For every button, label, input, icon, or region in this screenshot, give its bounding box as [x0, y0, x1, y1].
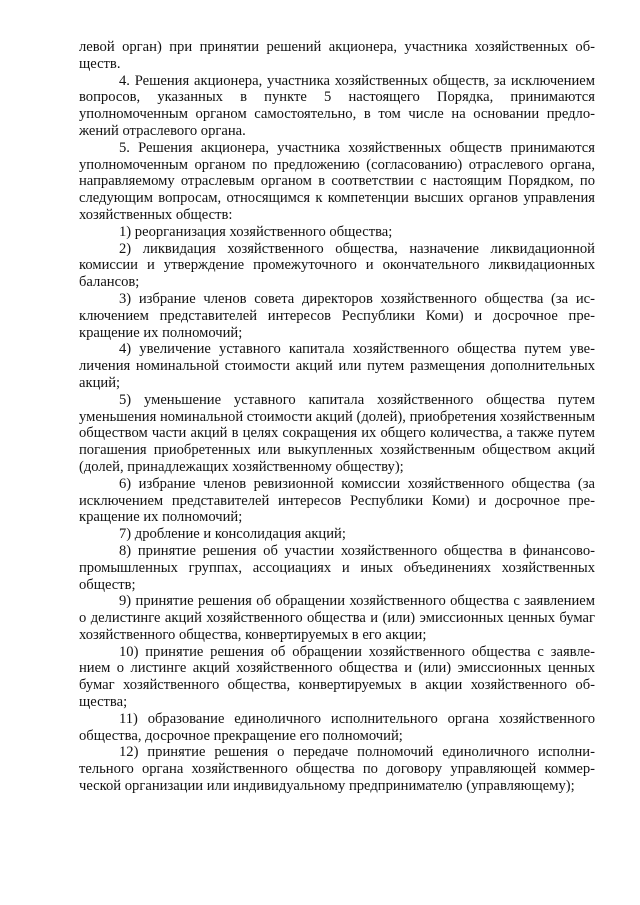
list-item-3: 3) избрание членов совета директоров хозяйственного общества (за исключением представителей интересов Республики Коми) и досрочное прекращение их полномочий; [79, 290, 595, 341]
list-item-7: 7) дробление и консолидация акций; [119, 526, 346, 543]
list-item-4: 4) увеличение уставного капитала хозяйственного общества путем увеличения номинальной стоимости акций или путем размещения дополнительных акций; [79, 341, 595, 391]
paragraph-5: 5. Решения акционера, участника хозяйственных обществ принимаются уполномоченным органом по предложению (согласованию) отраслевого органа, направляемому отраслевым органом в соответствии с настоящим Порядком, по следующим вопросам, относящимся к компетенции высших органов управления хозяйственных обществ: [79, 139, 595, 223]
list-item-2: 2) ликвидация хозяйственного общества, назначение ликвидационной комиссии и утверждение промежуточного и окончательного ликвидационных балансов; [79, 240, 595, 291]
intro-paragraph: левой орган) при принятии решений акционера, участника хозяйственных обществ. [79, 39, 595, 72]
list-item-8: 8) принятие решения об участии хозяйственного общества в финансово-промышленных группах, ассоциациях и иных объединениях хозяйственных обществ; [79, 542, 595, 593]
list-item-11: 11) образование единоличного исполнительного органа хозяйственного общества, досрочное прекращение его полномочий; [79, 710, 595, 744]
list-item-5: 5) уменьшение уставного капитала хозяйственного общества путем уменьшения номинальной стоимости акций (долей), приобретения хозяйственным обществом части акций в целях сокращения их общего количества, а также путем погашения приобретенных или выкупленных хозяйственным обществом акций (долей, принадлежащих хозяйственному обществу); [79, 391, 595, 475]
list-item-10: 10) принятие решения об обращении хозяйственного общества с заявлением о листинге акций хозяйственного общества и (или) эмиссионных ценных бумаг хозяйственного общества, конвертируемых в акции хозяйственного общества; [79, 643, 595, 711]
competence-list [79, 224, 595, 795]
list-item-6: 6) избрание членов ревизионной комиссии хозяйственного общества (за исключением представителей интересов Республики Коми) и досрочное прекращение их полномочий; [79, 475, 595, 526]
list-item-1: 1) реорганизация хозяйственного общества; [119, 223, 393, 240]
paragraph-4: 4. Решения акционера, участника хозяйственных обществ, за исключением вопросов, указанных в пункте 5 настоящего Порядка, принимаются уполномоченным органом самостоятельно, в том числе на основании предложений отраслевого органа. [79, 72, 595, 139]
list-item-12: 12) принятие решения о передаче полномочий единоличного исполнительного органа хозяйственного общества по договору управляющей коммерческой организации или индивидуальному предпринимателю (управляющему); [79, 744, 595, 795]
list-item-9: 9) принятие решения об обращении хозяйственного общества с заявлением о делистинге акций хозяйственного общества и (или) эмиссионных ценных бумаг хозяйственного общества, конвертируемых в его акции; [79, 593, 595, 643]
